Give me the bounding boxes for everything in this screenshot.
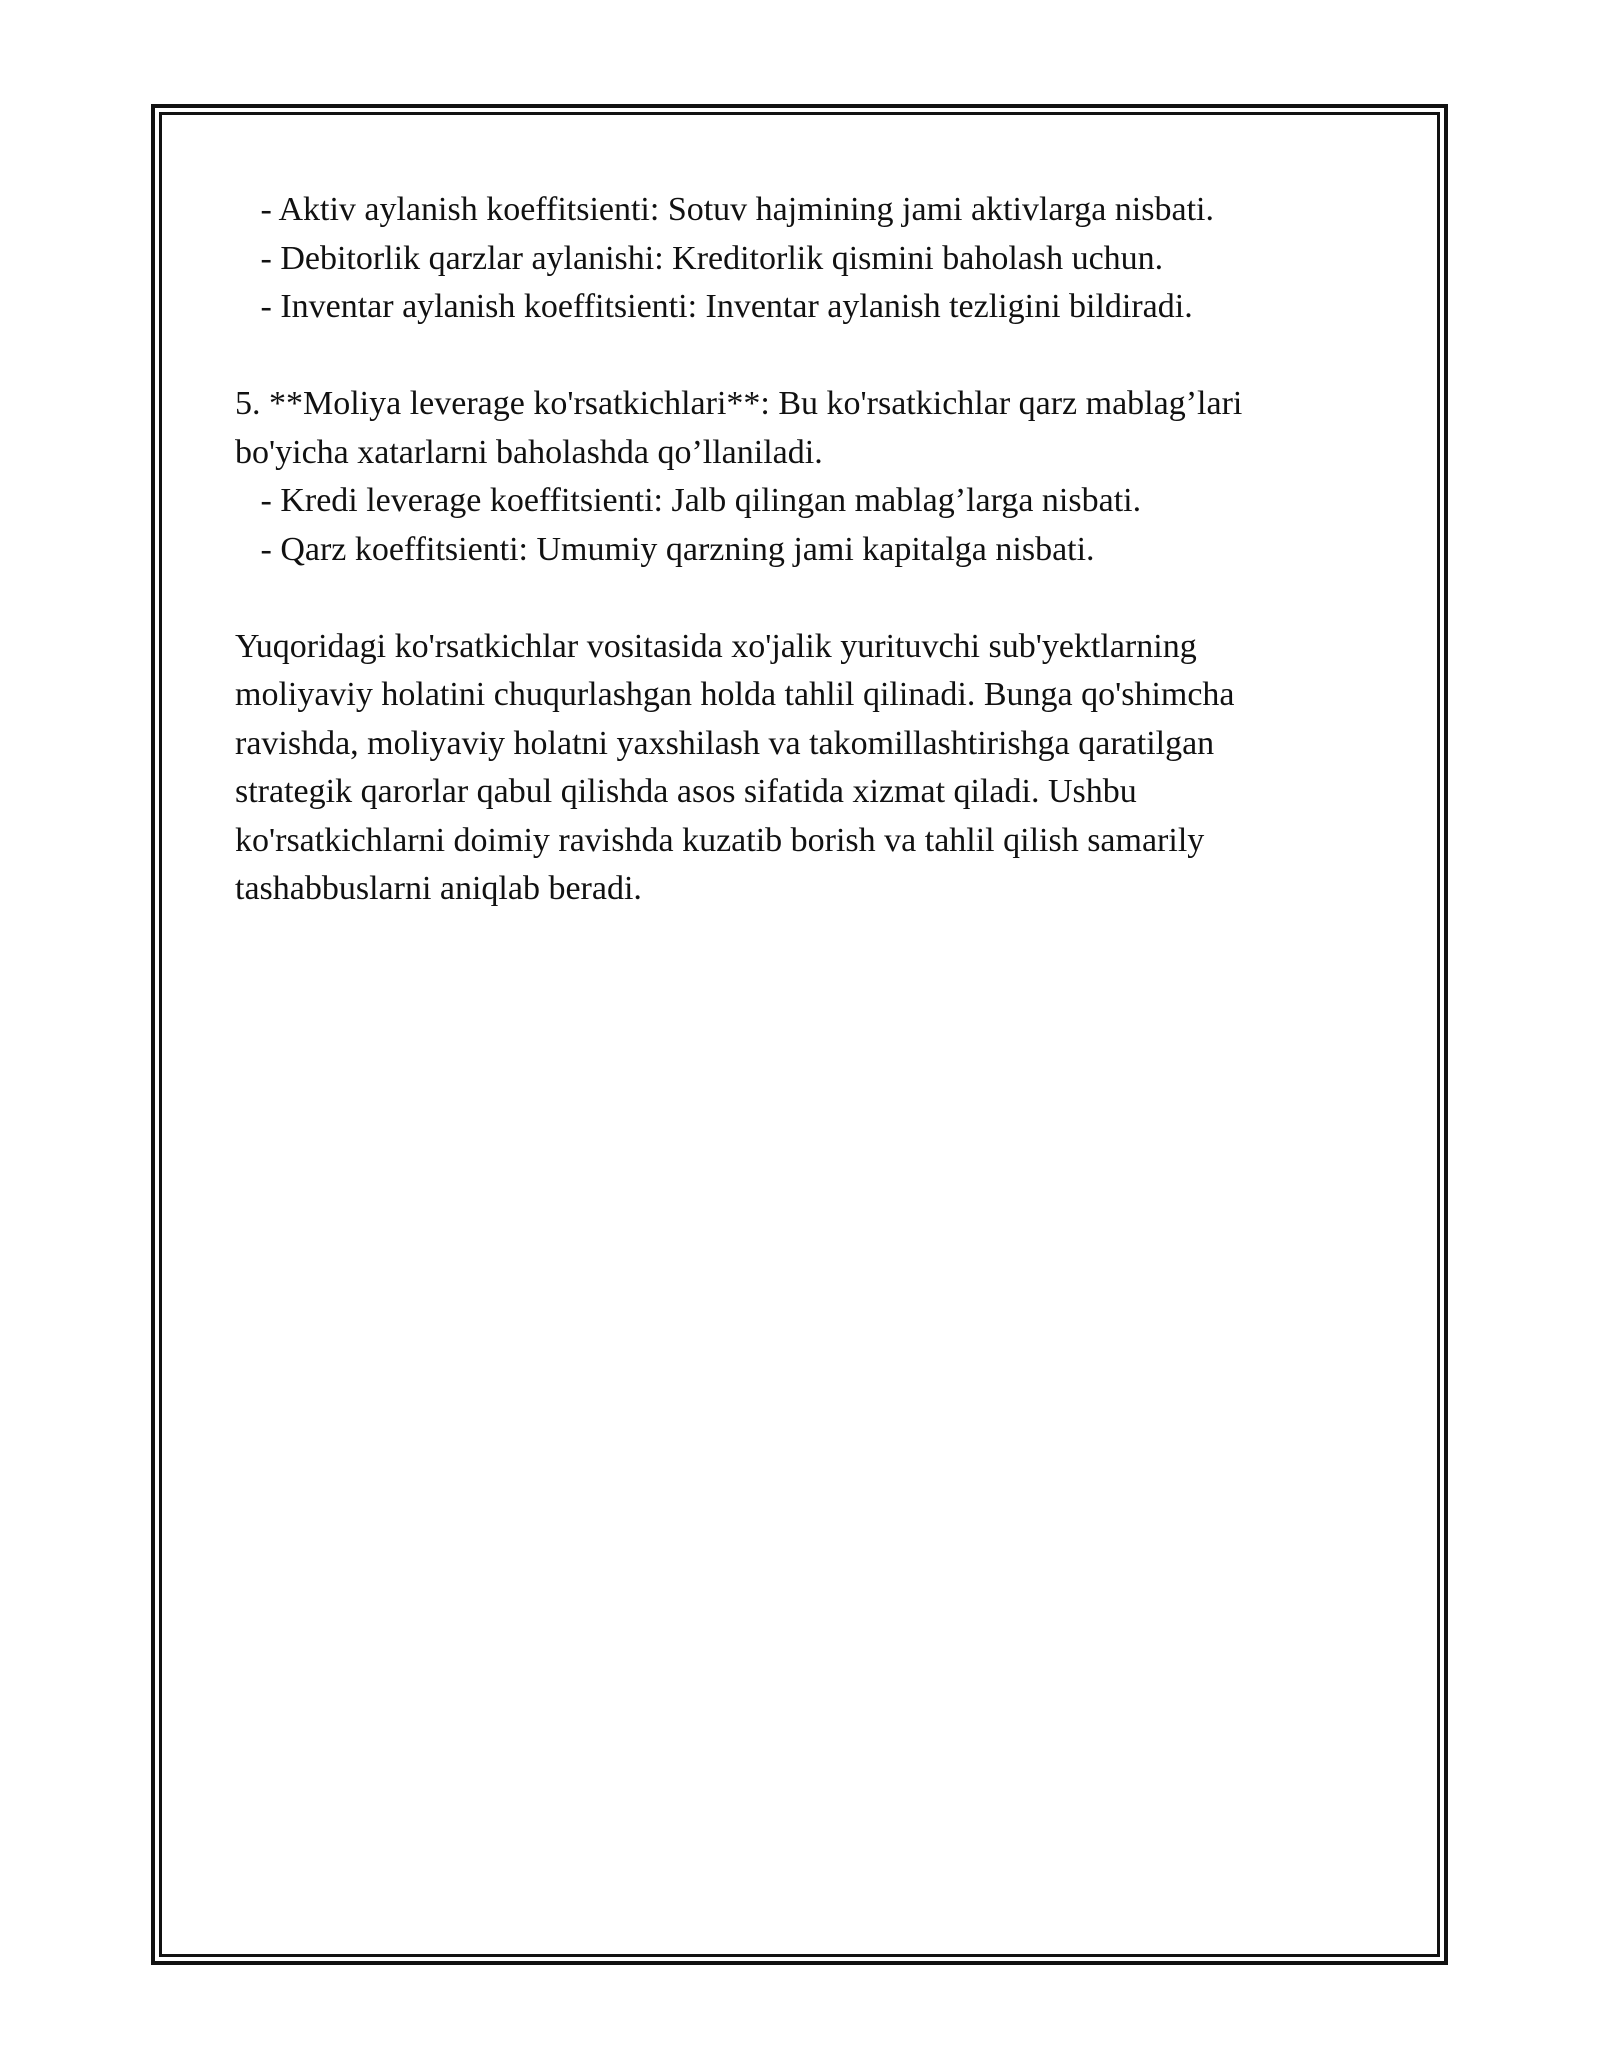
document-body <box>235 186 1365 914</box>
conclusion-line: moliyaviy holatini chuqurlashgan holda tahlil qilinadi. Bunga qo'shimcha <box>235 676 1235 713</box>
paragraph-gap <box>235 574 1365 623</box>
conclusion-line: Yuqoridagi ko'rsatkichlar vositasida xo'jalik yurituvchi sub'yektlarning <box>235 627 1197 665</box>
list-item: - Aktiv aylanish koeffitsienti: Sotuv hajmining jami aktivlarga nisbati. <box>235 191 1214 228</box>
conclusion-paragraph <box>235 623 1365 914</box>
conclusion-line: tashabbuslarni aniqlab beradi. <box>235 870 642 907</box>
section5-heading-line: bo'yicha xatarlarni baholashda qo’llaniladi. <box>235 433 823 471</box>
conclusion-line: ravishda, moliyaviy holatni yaxshilash va takomillashtirishga qaratilgan <box>235 724 1215 762</box>
section5-heading-line: 5. **Moliya leverage ko'rsatkichlari**: Bu ko'rsatkichlar qarz mablag’lari <box>235 385 1243 422</box>
section5 <box>235 380 1365 574</box>
list-item: - Qarz koeffitsienti: Umumiy qarzning jami kapitalga nisbati. <box>235 530 1095 568</box>
section4-list <box>235 186 1365 332</box>
conclusion-line: ko'rsatkichlarni doimiy ravishda kuzatib borish va tahlil qilish samarily <box>235 821 1205 859</box>
list-item: - Kredi leverage koeffitsienti: Jalb qilingan mablag’larga nisbati. <box>235 482 1142 519</box>
list-item: - Debitorlik qarzlar aylanishi: Kreditorlik qismini baholash uchun. <box>235 239 1164 277</box>
paragraph-gap <box>235 332 1365 381</box>
conclusion-line: strategik qarorlar qabul qilishda asos sifatida xizmat qiladi. Ushbu <box>235 773 1137 810</box>
list-item: - Inventar aylanish koeffitsienti: Inventar aylanish tezligini bildiradi. <box>235 288 1193 325</box>
